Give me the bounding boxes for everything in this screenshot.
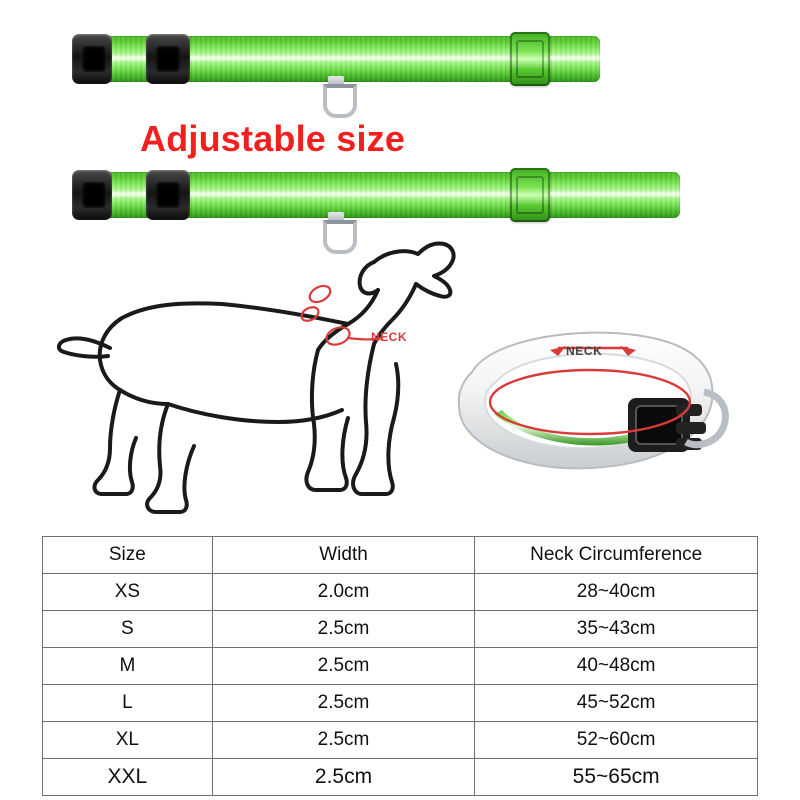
cell-width: 2.5cm [212,722,475,759]
buckle-icon [72,170,112,220]
cell-neck: 35~43cm [475,611,758,648]
buckle-icon [146,34,190,84]
cell-width: 2.5cm [212,611,475,648]
arrow-down-icon [519,0,545,38]
strap-adjuster-icon [510,32,550,86]
collar-illustration-bottom [72,172,732,218]
column-header-width: Width [212,537,475,574]
d-ring-icon [323,84,357,118]
buckle-icon [146,170,190,220]
dog-neck-label: NECK [371,330,408,344]
dog-outline-svg [52,232,472,532]
cell-width: 2.5cm [212,759,475,796]
cell-width: 2.0cm [212,574,475,611]
cell-size: M [43,648,213,685]
cell-neck: 40~48cm [475,648,758,685]
table-row [43,574,758,611]
collar-neck-label: NECK [566,344,603,358]
column-header-size: Size [43,537,213,574]
page-title: Adjustable size [140,118,406,159]
table-row [43,759,758,796]
cell-neck: 55~65cm [475,759,758,796]
strap-adjuster-icon [510,168,550,222]
cell-size: XS [43,574,213,611]
table-row [43,611,758,648]
buckle-icon [72,34,112,84]
dog-outline-drawing [52,232,472,537]
table-header-row [43,537,758,574]
arrow-down-icon [519,134,545,174]
buckle-prong-icon [646,169,698,221]
table-row [43,722,758,759]
cell-size: L [43,685,213,722]
cell-neck: 52~60cm [475,722,758,759]
table-row [43,648,758,685]
buckle-prong-icon [564,33,616,85]
size-chart-table [42,536,758,796]
column-header-neck: Neck Circumference [475,537,758,574]
cell-width: 2.5cm [212,685,475,722]
cell-size: XL [43,722,213,759]
cell-neck: 45~52cm [475,685,758,722]
cell-size: S [43,611,213,648]
cell-neck: 28~40cm [475,574,758,611]
arrow-down-icon [653,134,679,174]
cell-width: 2.5cm [212,648,475,685]
cell-size: XXL [43,759,213,796]
collar-illustration-top [72,36,632,82]
table-row [43,685,758,722]
